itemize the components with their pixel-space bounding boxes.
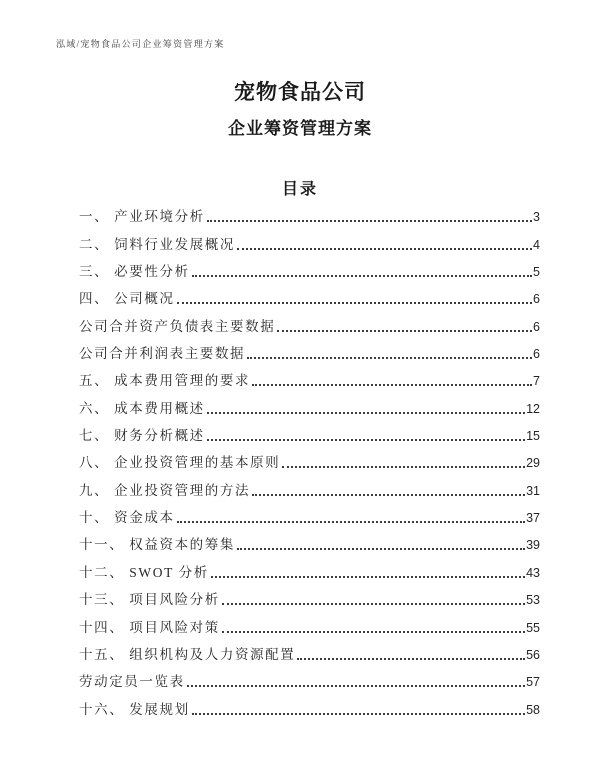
- toc-entry[interactable]: [79, 499, 540, 526]
- toc-entry-page: 6: [533, 319, 540, 334]
- toc-entry-title: 十、 资金成本: [79, 510, 175, 526]
- doc-title-line1: 宠物食品公司: [234, 81, 366, 104]
- toc-entry-title: 十四、 项目风险对策: [79, 619, 220, 635]
- doc-title-line2: 企业筹资管理方案: [228, 119, 372, 138]
- toc-leader-dots: [207, 220, 532, 222]
- toc-entry[interactable]: [79, 581, 540, 608]
- toc-entry[interactable]: [79, 636, 540, 663]
- toc-entry[interactable]: [79, 280, 540, 307]
- toc-list: [79, 198, 540, 718]
- toc-leader-dots: [282, 466, 525, 468]
- toc-leader-dots: [277, 330, 532, 332]
- toc-entry-title: 二、 饲料行业发展概况: [79, 236, 235, 252]
- toc-entry[interactable]: [79, 307, 540, 334]
- toc-entry[interactable]: [79, 608, 540, 635]
- toc-entry[interactable]: [79, 690, 540, 717]
- toc-leader-dots: [187, 685, 525, 687]
- toc-entry[interactable]: [79, 362, 540, 389]
- toc-entry-page: 12: [526, 401, 540, 416]
- toc-entry-page: 3: [533, 210, 540, 225]
- toc-entry[interactable]: [79, 526, 540, 553]
- toc-leader-dots: [177, 521, 526, 523]
- toc-entry-title: 六、 成本费用概述: [79, 400, 205, 416]
- toc-entry[interactable]: [79, 198, 540, 225]
- toc-leader-dots: [252, 494, 525, 496]
- toc-entry-page: 43: [526, 565, 540, 580]
- toc-entry[interactable]: [79, 225, 540, 252]
- toc-entry[interactable]: [79, 471, 540, 498]
- toc-leader-dots: [237, 548, 525, 550]
- toc-leader-dots: [192, 275, 532, 277]
- toc-entry[interactable]: [79, 553, 540, 580]
- toc-leader-dots: [207, 439, 525, 441]
- toc-entry-page: 58: [526, 702, 540, 717]
- toc-entry-page: 6: [533, 347, 540, 362]
- toc-entry-title: 五、 成本费用管理的要求: [79, 373, 251, 389]
- toc-heading: 目录: [281, 181, 318, 198]
- toc-entry-title: 九、 企业投资管理的方法: [79, 482, 251, 498]
- toc-entry-page: 39: [526, 538, 540, 553]
- toc-entry-page: 29: [526, 456, 540, 471]
- toc-entry-title: 十六、 发展规划: [79, 701, 190, 717]
- toc-leader-dots: [222, 603, 525, 605]
- toc-entry[interactable]: [79, 444, 540, 471]
- toc-entry-title: 公司合并利润表主要数据: [79, 346, 246, 362]
- toc-entry-page: 56: [526, 647, 540, 662]
- toc-entry-page: 5: [533, 265, 540, 280]
- document-header: 泓域/宠物食品公司企业筹资管理方案: [56, 39, 225, 49]
- toc-entry-title: 三、 必要性分析: [79, 264, 190, 280]
- toc-entry-title: 八、 企业投资管理的基本原则: [79, 455, 281, 471]
- toc-entry-page: 53: [526, 593, 540, 608]
- toc-leader-dots: [211, 576, 525, 578]
- toc-entry[interactable]: [79, 663, 540, 690]
- toc-entry-title: 十二、 SWOT 分析: [79, 564, 209, 580]
- toc-leader-dots: [192, 713, 525, 715]
- toc-entry[interactable]: [79, 335, 540, 362]
- toc-entry-page: 57: [526, 675, 540, 690]
- toc-entry-title: 一、 产业环境分析: [79, 209, 205, 225]
- toc-entry[interactable]: [79, 253, 540, 280]
- toc-entry-page: 31: [526, 483, 540, 498]
- toc-entry-title: 十五、 组织机构及人力资源配置: [79, 646, 296, 662]
- toc-leader-dots: [247, 357, 532, 359]
- toc-entry-title: 十三、 项目风险分析: [79, 592, 220, 608]
- toc-entry[interactable]: [79, 417, 540, 444]
- toc-leader-dots: [252, 384, 532, 386]
- toc-leader-dots: [207, 412, 525, 414]
- toc-entry-title: 四、 公司概况: [79, 291, 175, 307]
- toc-entry-title: 劳动定员一览表: [79, 674, 185, 690]
- toc-entry-page: 7: [533, 374, 540, 389]
- toc-entry-page: 55: [526, 620, 540, 635]
- toc-entry-page: 6: [533, 292, 540, 307]
- toc-leader-dots: [297, 658, 525, 660]
- toc-leader-dots: [177, 302, 532, 304]
- toc-entry-title: 公司合并资产负债表主要数据: [79, 318, 276, 334]
- toc-entry-page: 15: [526, 429, 540, 444]
- toc-entry-title: 十一、 权益资本的筹集: [79, 537, 235, 553]
- toc-leader-dots: [237, 248, 532, 250]
- toc-entry-page: 37: [526, 511, 540, 526]
- toc-entry-title: 七、 财务分析概述: [79, 428, 205, 444]
- toc-leader-dots: [222, 631, 525, 633]
- toc-entry[interactable]: [79, 389, 540, 416]
- toc-entry-page: 4: [533, 237, 540, 252]
